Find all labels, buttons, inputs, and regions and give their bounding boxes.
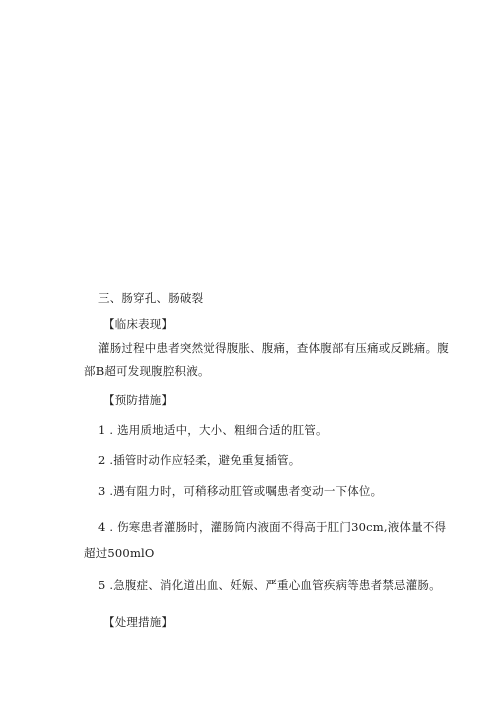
treatment-heading: 【处理措施】 [103,615,174,629]
clinical-text-line-1: 灌肠过程中患者突然觉得腹胀、腹痛，查体腹部有压痛或反跳痛。腹 [98,341,449,355]
prevention-item-4-continued: 超过500mlO [84,546,155,560]
clinical-text-line-2: 部B超可发现腹腔积液。 [84,364,210,378]
prevention-item-4: 4 . 伤寒患者灌肠时，灌肠筒内液面不得高于肛门30cm,液体量不得 [98,520,447,534]
clinical-heading: 【临床表现】 [103,317,174,331]
section-title: 三、肠穿孔、肠破裂 [98,291,204,305]
prevention-item-3: 3 .遇有阻力时，可稍移动肛管或嘱患者变动一下体位。 [98,484,383,498]
prevention-item-5: 5 .急腹症、消化道出血、妊娠、严重心血管疾病等患者禁忌灌肠。 [98,578,441,592]
prevention-item-2: 2 .插管时动作应轻柔，避免重复插管。 [98,453,301,467]
prevention-item-1: 1 . 选用质地适中，大小、粗细合适的肛管。 [98,423,328,437]
prevention-heading: 【预防措施】 [103,393,174,407]
